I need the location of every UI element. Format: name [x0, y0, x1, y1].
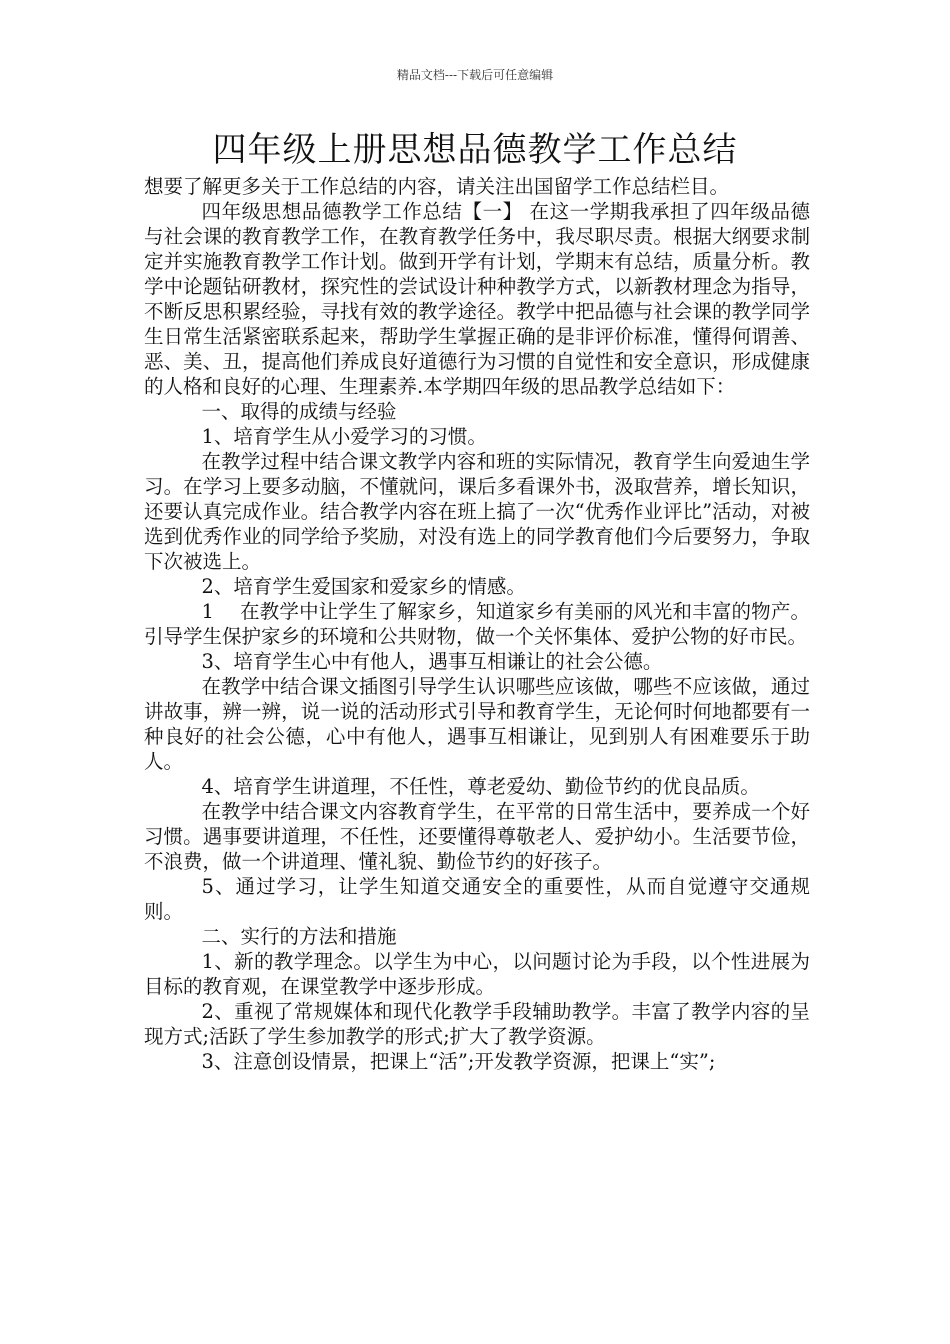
paragraph: 四年级思想品德教学工作总结【一】 在这一学期我承担了四年级品德与社会课的教育教学工作，在教育教学任务中，我尽职尽责。根据大纲要求制定并实施教育教学工作计划。做到开学有计划，学期末有总结，质量分析。教学中论题钻研教材，探究性的尝试设计种种教学方式，以新教材理念为指导，不断反思积累经验，寻找有效的教学途径。教学中把品德与社会课的教学同学生日常生活紧密联系起来，帮助学生掌握正确的是非评价标准，懂得何谓善、恶、美、丑，提高他们养成良好道德行为习惯的自觉性和安全意识，形成健康的人格和良好的心理、生理素养.本学期四年级的思品教学总结如下： — [144, 200, 810, 398]
paragraph: 4、培育学生讲道理，不任性，尊老爱幼、勤俭节约的优良品质。 — [201, 775, 760, 798]
paragraph: 1、培育学生从小爱学习的习惯。 — [201, 425, 487, 448]
paragraph: 想要了解更多关于工作总结的内容，请关注出国留学工作总结栏目。 — [144, 175, 730, 198]
paragraph: 二、实行的方法和措施 — [201, 925, 397, 948]
paragraph: 一、取得的成绩与经验 — [201, 400, 397, 423]
paragraph: 在教学中结合课文插图引导学生认识哪些应该做，哪些不应该做，通过讲故事，辨一辨，说一说的活动形式引导和教育学生，无论何时何地都要有一种良好的社会公德，心中有他人，遇事互相谦让，见到别人有困难要乐于助人。 — [144, 675, 810, 773]
paragraph: 3、培育学生心中有他人，遇事互相谦让的社会公德。 — [201, 650, 663, 673]
paragraph: 1、新的教学理念。以学生为中心，以问题讨论为手段，以个性进展为目标的教育观，在课堂教学中逐步形成。 — [144, 950, 810, 998]
document-title: 四年级上册思想品德教学工作总结 — [212, 130, 738, 170]
paragraph: 5、通过学习，让学生知道交通安全的重要性，从而自觉遵守交通规则。 — [144, 875, 810, 923]
paragraph: 在教学过程中结合课文教学内容和班的实际情况，教育学生向爱迪生学习。在学习上要多动脑，不懂就问，课后多看课外书，汲取营养，增长知识，还要认真完成作业。结合教学内容在班上搞了一次“优秀作业评比”活动，对被选到优秀作业的同学给予奖励，对没有选上的同学教育他们今后要努力，争取下次被选上。 — [144, 450, 810, 573]
paragraph: 在教学中结合课文内容教育学生，在平常的日常生活中，要养成一个好习惯。遇事要讲道理，不任性，还要懂得尊敬老人、爱护幼小。生活要节俭，不浪费，做一个讲道理、懂礼貌、勤俭节约的好孩子。 — [144, 800, 810, 873]
paragraph: 3、注意创设情景，把课上“活”;开发教学资源，把课上“实”; — [201, 1050, 716, 1073]
paragraph: 2、培育学生爱国家和爱家乡的情感。 — [201, 575, 526, 598]
paragraph: 2、重视了常规媒体和现代化教学手段辅助教学。丰富了教学内容的呈现方式;活跃了学生参加教学的形式;扩大了教学资源。 — [144, 1000, 810, 1048]
paragraph: 1 在教学中让学生了解家乡，知道家乡有美丽的风光和丰富的物产。引导学生保护家乡的环境和公共财物，做一个关怀集体、爱护公物的好市民。 — [144, 600, 810, 648]
document-body — [144, 174, 810, 1074]
header-note: 精品文档---下载后可任意编辑 — [396, 68, 554, 82]
